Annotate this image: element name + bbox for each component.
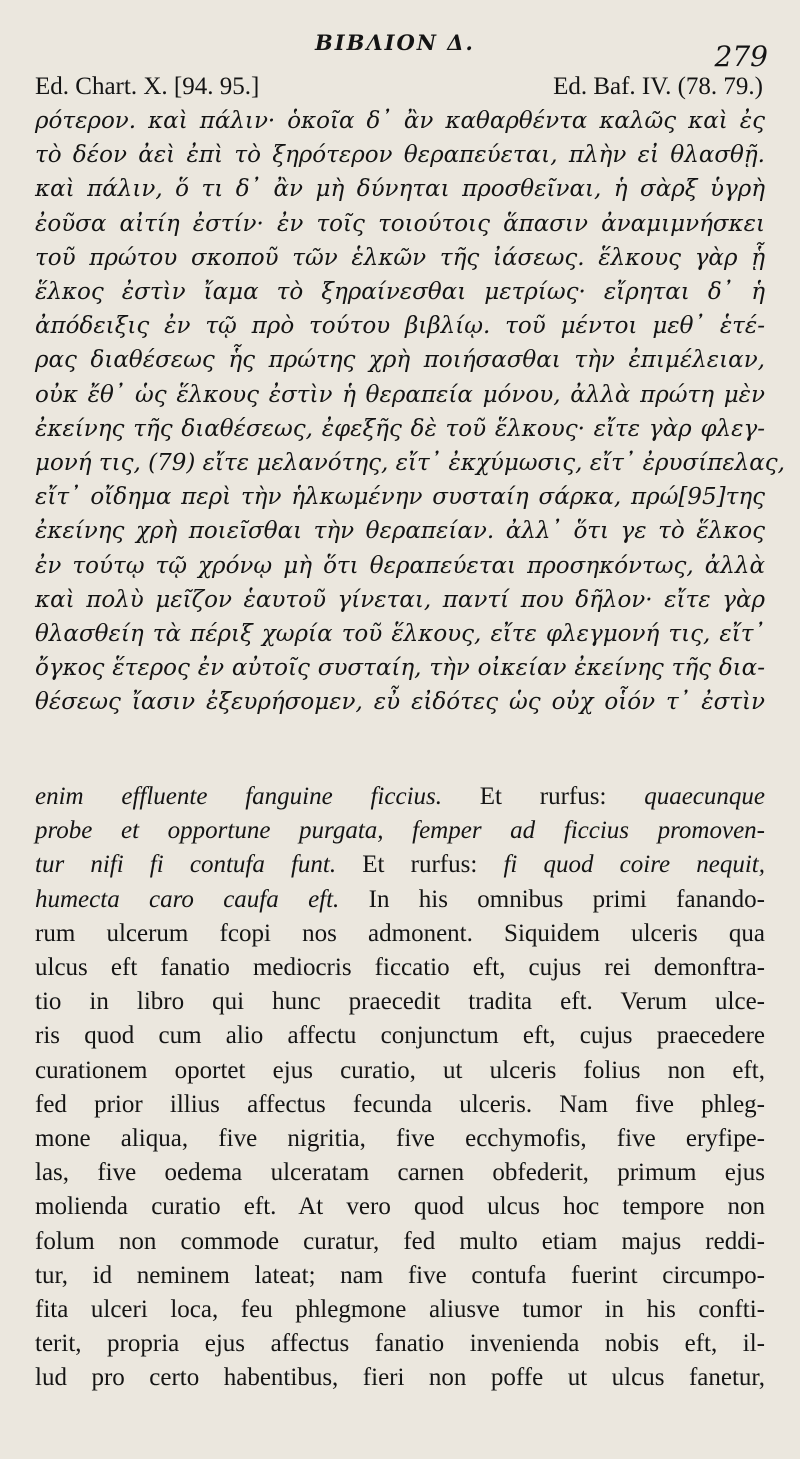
latin-roman-segment: terit, propria ejus affectus fanatio invenienda nobis eft, il- xyxy=(35,1330,765,1358)
greek-text-block xyxy=(35,104,785,720)
greek-text-line: θλασθείη τὰ πέριξ χωρία τοῦ ἕλκους, εἴτε φλεγμονή τις, εἴτ᾽ xyxy=(35,621,765,648)
latin-italic-segment: enim effluente fanguine ficcius. xyxy=(35,783,442,810)
latin-text-line xyxy=(35,951,765,985)
chartier-edition-reference: Ed. Chart. X. [94. 95.] xyxy=(35,73,260,100)
latin-roman-segment: In his omnibus primi fanando- xyxy=(339,885,765,913)
latin-roman-segment: fed prior illius affectus fecunda ulceris. Nam five phleg- xyxy=(35,1090,765,1118)
greek-text-line: ἐοῦσα αἰτίη ἐστίν· ἐν τοῖς τοιούτοις ἅπασιν ἀναμιμνήσκει xyxy=(35,210,765,237)
greek-text-line: ἐν τούτῳ τῷ χρόνῳ μὴ ὅτι θεραπεύεται προσηκόντως, ἀλλὰ xyxy=(35,552,765,579)
latin-roman-segment: tio in libro qui hunc praecedit tradita eft. Verum ulce- xyxy=(35,988,765,1016)
latin-text-line xyxy=(35,1054,765,1088)
latin-text-block xyxy=(35,780,765,1396)
latin-text-line xyxy=(35,1293,765,1327)
latin-text-line xyxy=(35,883,765,917)
greek-text-line: μονή τις, (79) εἴτε μελανότης, εἴτ᾽ ἐκχύμωσις, εἴτ᾽ ἐρυσίπελας, xyxy=(35,450,785,477)
greek-text-line: ὄγκος ἕτερος ἐν αὐτοῖς συσταίη, τὴν οἰκείαν ἐκείνης τῆς δια- xyxy=(35,655,765,682)
running-head xyxy=(0,14,800,73)
latin-roman-segment: rum ulcerum fcopi nos admonent. Siquidem ulceris qua xyxy=(35,919,765,947)
greek-text-line: καὶ πολὺ μεῖζον ἑαυτοῦ γίνεται, παντί που δῆλον· εἴτε γὰρ xyxy=(35,586,765,613)
latin-roman-segment: Et rurfus: xyxy=(442,783,645,810)
latin-text-line xyxy=(35,1122,765,1156)
latin-roman-segment: curationem oportet ejus curatio, ut ulceris folius non eft, xyxy=(35,1056,765,1084)
greek-text-line: θέσεως ἴασιν ἐξευρήσομεν, εὖ εἰδότες ὡς οὐχ οἷόν τ᾽ ἐστὶν xyxy=(35,689,765,716)
latin-roman-segment: lud pro certo habentibus, fieri non poffe ut ulcus fanetur, xyxy=(35,1364,765,1392)
latin-roman-segment: Et rurfus: xyxy=(336,851,504,879)
latin-text-line xyxy=(35,1019,765,1053)
latin-italic-segment: quaecunque xyxy=(644,783,765,810)
latin-italic-segment: tur nifi fi contufa funt. xyxy=(35,851,337,879)
greek-text-line: εἴτ᾽ οἴδημα περὶ τὴν ἡλκωμένην συσταίη σάρκα, πρώ[95]της xyxy=(35,484,765,511)
latin-italic-segment: fi quod coire nequit, xyxy=(503,851,765,879)
latin-text-line xyxy=(35,1190,765,1224)
latin-roman-segment: mone aliqua, five nigritia, five ecchymofis, five eryfipe- xyxy=(35,1125,765,1153)
greek-text-line: ἐκείνης χρὴ ποιεῖσθαι τὴν θεραπείαν. ἀλλ᾽ ὅτι γε τὸ ἕλκος xyxy=(35,518,765,545)
book-title: BIBΛΙΟΝ Δ. xyxy=(315,30,475,55)
greek-text-line: ρας διαθέσεως ἧς πρώτης χρὴ ποιήσασθαι τὴν ἐπιμέλειαν, xyxy=(35,347,765,374)
latin-roman-segment: fita ulceri loca, feu phlegmone aliusve tumor in his confti- xyxy=(35,1296,765,1324)
greek-text-line: ἐκείνης τῆς διαθέσεως, ἐφεξῆς δὲ τοῦ ἕλκους· εἴτε γὰρ φλεγ- xyxy=(35,415,765,442)
basel-edition-reference: Ed. Baf. IV. (78. 79.) xyxy=(553,73,763,100)
latin-roman-segment: tur, id neminem lateat; nam five contufa fuerint circumpo- xyxy=(35,1261,765,1289)
latin-text-line xyxy=(35,985,765,1019)
latin-roman-segment: ulcus eft fanatio mediocris ficcatio eft, cujus rei demonftra- xyxy=(35,954,765,982)
latin-text-line xyxy=(35,917,765,951)
latin-text-line xyxy=(35,1088,765,1122)
latin-text-line xyxy=(35,780,765,814)
greek-text-line: καὶ πάλιν, ὅ τι δ᾽ ἂν μὴ δύνηται προσθεῖναι, ἡ σὰρξ ὑγρὴ xyxy=(35,176,765,203)
greek-text-line: ρότερον. καὶ πάλιν· ὁκοῖα δ᾽ ἂν καθαρθέντα καλῶς καὶ ἐς xyxy=(35,108,765,134)
latin-text-line xyxy=(35,848,765,882)
latin-italic-segment: probe et opportune purgata, femper ad ficcius promoven- xyxy=(35,817,765,845)
greek-text-line: ἀπόδειξις ἐν τῷ πρὸ τούτου βιβλίῳ. τοῦ μέντοι μεθ᾽ ἑτέ- xyxy=(35,313,765,340)
page-number: 279 xyxy=(714,40,768,73)
greek-text-line: τὸ δέον ἀεὶ ἐπὶ τὸ ξηρότερον θεραπεύεται, πλὴν εἰ θλασθῇ. xyxy=(35,142,765,169)
latin-text-line xyxy=(35,1225,765,1259)
latin-text-line xyxy=(35,1361,765,1395)
latin-text-line xyxy=(35,1327,765,1361)
latin-text-line xyxy=(35,1156,765,1190)
latin-roman-segment: molienda curatio eft. At vero quod ulcus hoc tempore non xyxy=(35,1193,765,1221)
edition-reference-line xyxy=(35,74,763,104)
latin-text-line xyxy=(35,814,765,848)
greek-text-line: τοῦ πρώτου σκοποῦ τῶν ἑλκῶν τῆς ἰάσεως. ἕλκους γὰρ ᾗ xyxy=(35,244,765,271)
latin-roman-segment: folum non commode curatur, fed multo etiam majus reddi- xyxy=(35,1227,765,1255)
latin-italic-segment: humecta caro caufa eft. xyxy=(35,885,340,913)
latin-text-line xyxy=(35,1259,765,1293)
latin-roman-segment: ris quod cum alio affectu conjunctum eft, cujus praecedere xyxy=(35,1022,765,1050)
greek-text-line: οὐκ ἔθ᾽ ὡς ἕλκους ἐστὶν ἡ θεραπεία μόνου, ἀλλὰ πρώτη μὲν xyxy=(35,381,765,408)
latin-roman-segment: las, five oedema ulceratam carnen obfederit, primum ejus xyxy=(35,1159,765,1187)
greek-text-line: ἕλκος ἐστὶν ἴαμα τὸ ξηραίνεσθαι μετρίως· εἴρηται δ᾽ ἡ xyxy=(35,279,765,306)
